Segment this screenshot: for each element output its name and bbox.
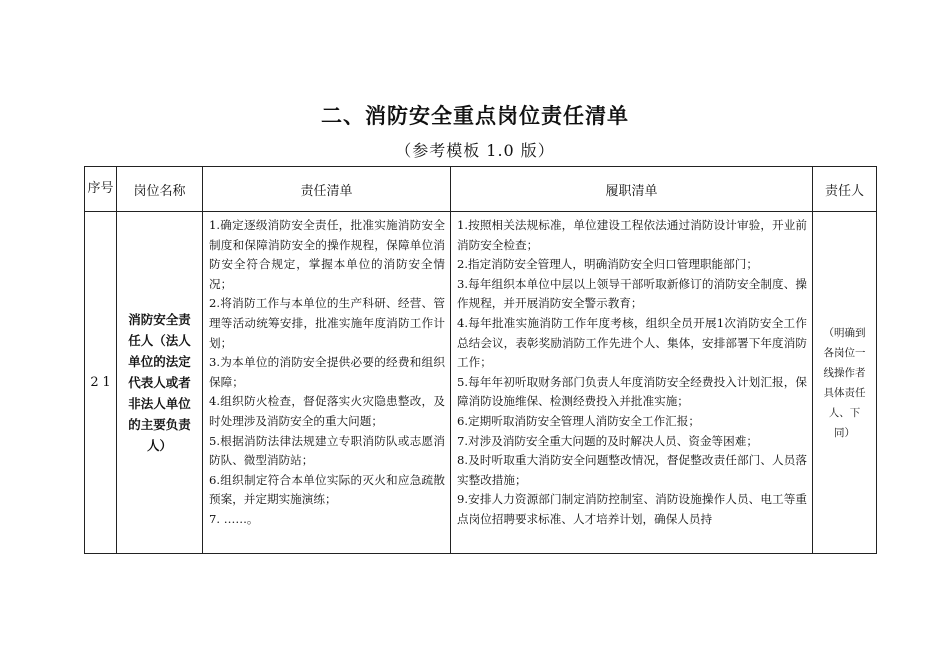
responsibility-item: 2.将消防工作与本单位的生产科研、经营、管理等活动统筹安排，批准实施年度消防工作计划； (209, 296, 445, 350)
duty-item: 7.对涉及消防安全重大问题的及时解决人员、资金等困难； (457, 433, 758, 448)
row-seq-b: 1 (102, 374, 111, 390)
document-title: 二、消防安全重点岗位责任清单 (321, 104, 629, 128)
row-person: （明确到各岗位一线操作者具体责任人、下同） (813, 212, 877, 554)
responsibility-item: 6.组织制定符合本单位实际的灭火和应急疏散预案，并定期实施演练； (209, 472, 445, 507)
duty-item: 5.每年年初听取财务部门负责人年度消防安全经费投入计划汇报，保障消防设施维保、检测经费投入并批准实施； (457, 374, 807, 409)
responsibility-table (84, 166, 877, 554)
responsibility-item: 7. ……。 (209, 511, 259, 526)
duty-item: 2.指定消防安全管理人，明确消防安全归口管理职能部门； (457, 257, 758, 272)
responsibility-item: 4.组织防火检查，督促落实火灾隐患整改，及时处理涉及消防安全的重大问题； (209, 394, 445, 428)
header-responsibilities: 责任清单 (203, 167, 451, 212)
header-seq: 序号 (85, 167, 117, 212)
duty-item: 4.每年批准实施消防工作年度考核，组织全员开展1次消防安全工作总结会议，表彰奖励消防工作先进个人、集体，安排部署下年度消防工作； (457, 315, 807, 370)
header-duties: 履职清单 (451, 167, 813, 212)
header-person: 责任人 (813, 167, 877, 212)
duty-item: 1.按照相关法规标准，单位建设工程依法通过消防设计审验，开业前消防安全检查； (457, 218, 807, 252)
table-row (85, 212, 877, 554)
responsibility-item: 3.为本单位的消防安全提供必要的经费和组织保障； (209, 355, 445, 389)
row-responsibilities (203, 212, 451, 554)
row-position: 消防安全责任人（法人单位的法定代表人或者非法人单位的主要负责人） (117, 212, 203, 554)
duty-item: 6.定期听取消防安全管理人消防安全工作汇报； (457, 413, 700, 428)
document-subtitle: （参考模板 1.0 版） (395, 141, 555, 160)
row-seq-a: 2 (90, 374, 99, 390)
responsibility-item: 1.确定逐级消防安全责任，批准实施消防安全制度和保障消防安全的操作规程，保障单位消防安全符合规定，掌握本单位的消防安全情况； (209, 218, 445, 291)
duty-item: 3.每年组织本单位中层以上领导干部听取新修订的消防安全制度、操作规程，并开展消防安全警示教育； (457, 276, 807, 311)
table-header-row (85, 167, 877, 212)
row-seq (85, 212, 117, 554)
duty-item: 8.及时听取重大消防安全问题整改情况，督促整改责任部门、人员落实整改措施； (457, 453, 807, 487)
row-duties (451, 212, 813, 554)
duty-item: 9.安排人力资源部门制定消防控制室、消防设施操作人员、电工等重点岗位招聘要求标准、人才培养计划，确保人员持 (457, 492, 807, 526)
responsibility-item: 5.根据消防法律法规建立专职消防队或志愿消防队、微型消防站； (209, 433, 445, 468)
header-position: 岗位名称 (117, 167, 203, 212)
